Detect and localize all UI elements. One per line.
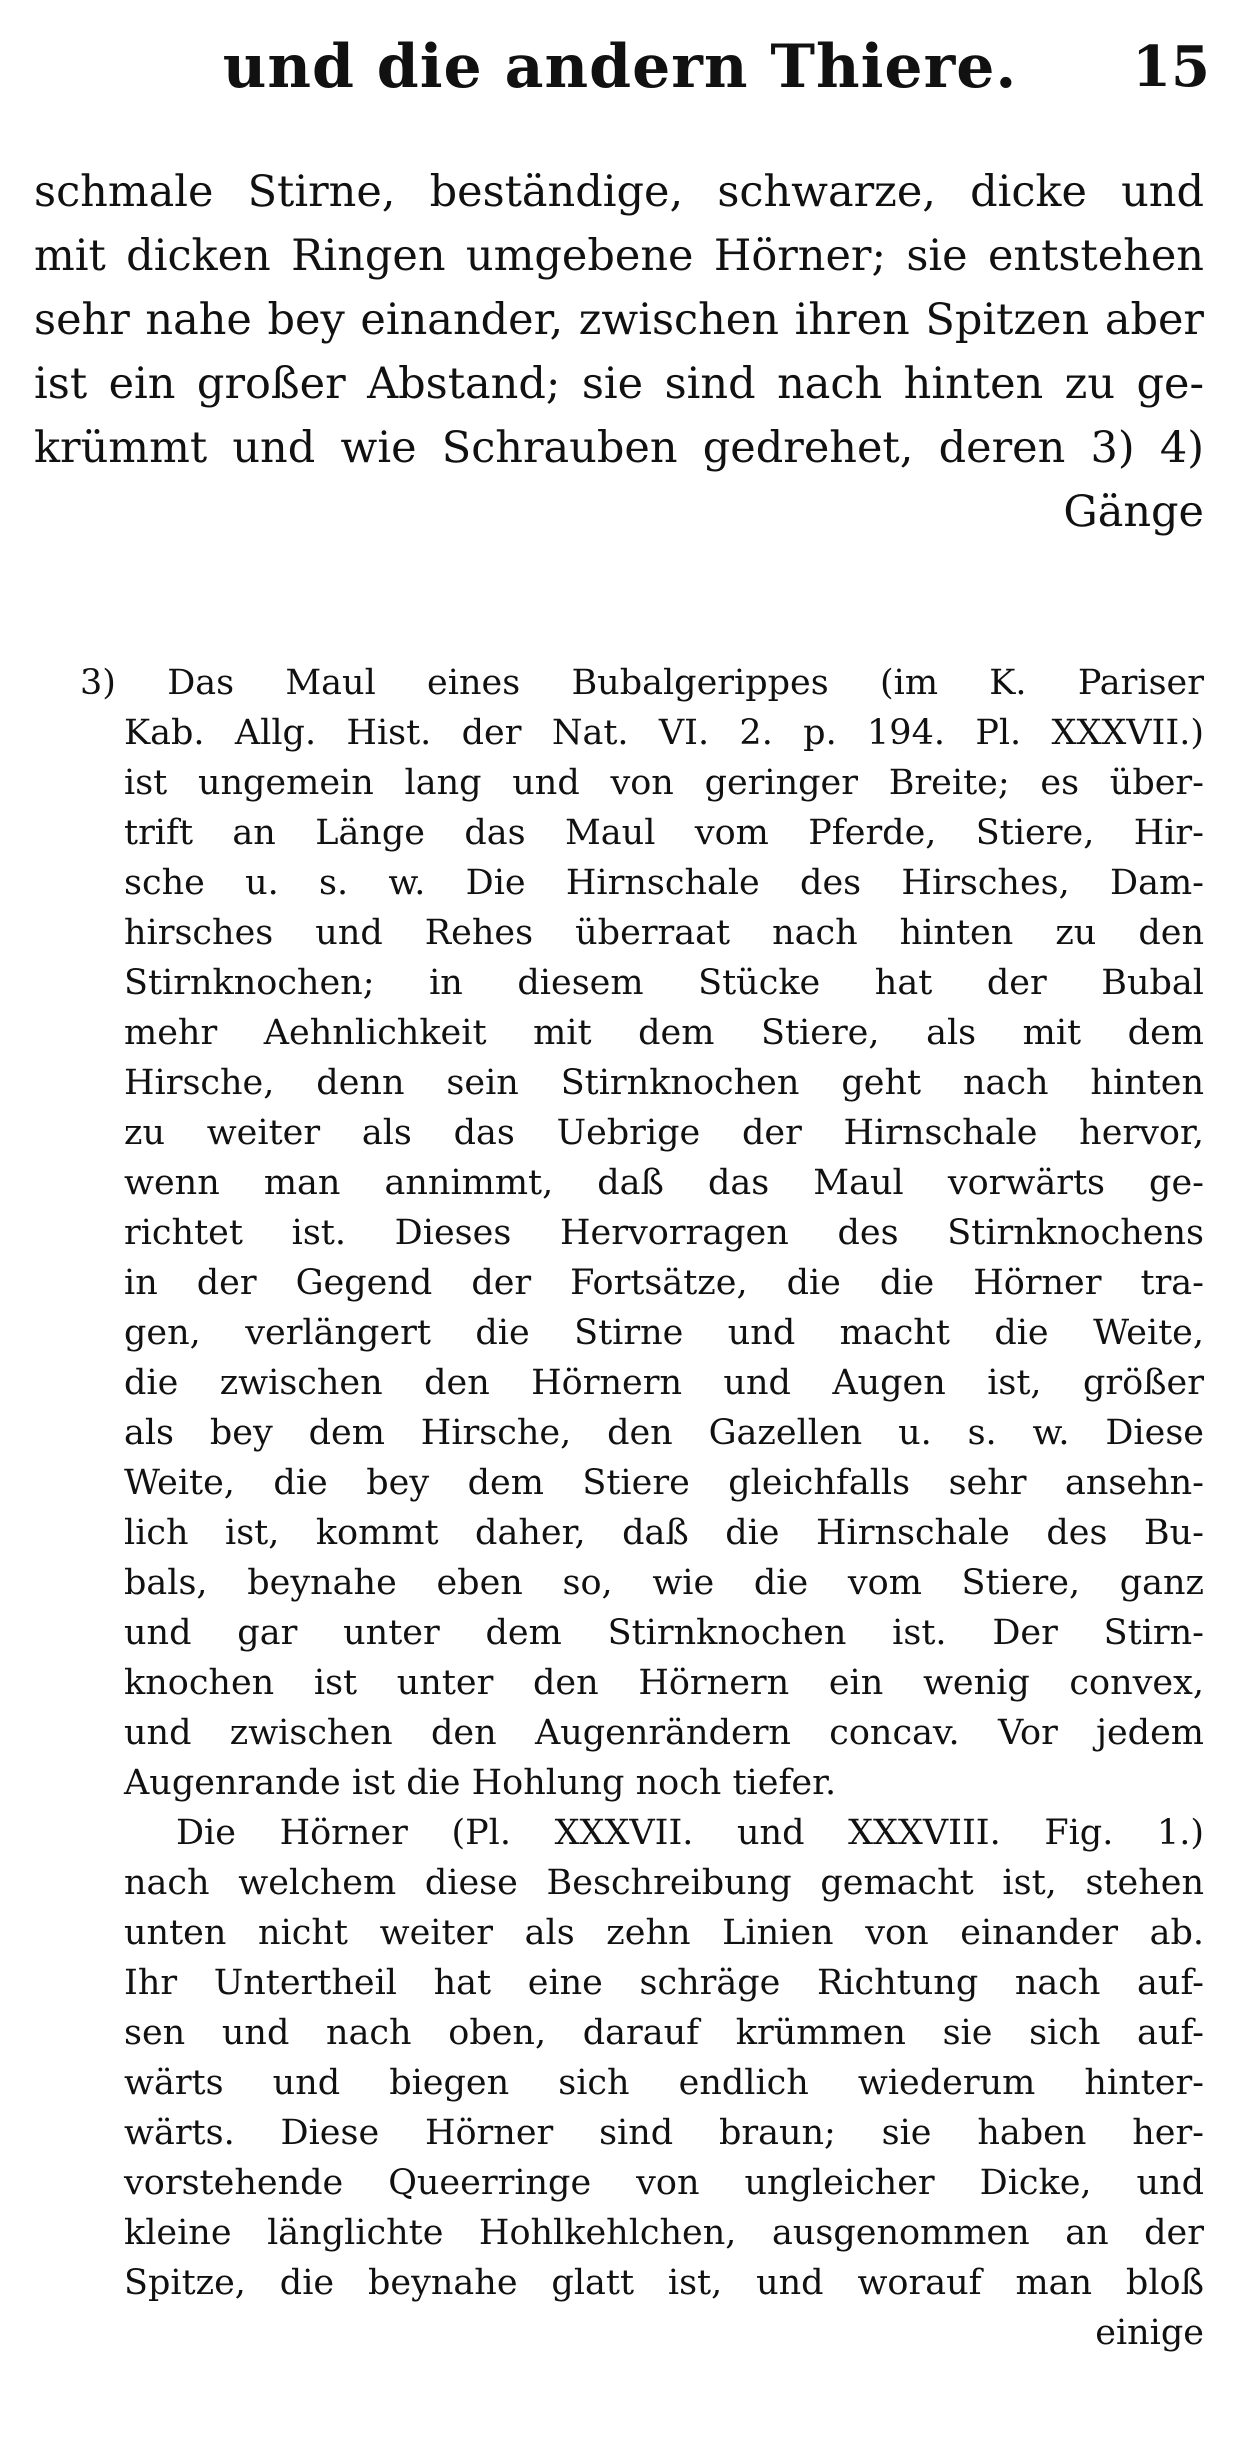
running-title: und die andern Thiere. [222, 32, 1018, 102]
footnote-line: sen und nach oben, darauf krümmen sie sich auf- [124, 2013, 1204, 2053]
footnote-line: unten nicht weiter als zehn Linien von einander ab. [124, 1913, 1204, 1953]
footnote-line: zu weiter als das Uebrige der Hirnschale hervor, [124, 1113, 1204, 1153]
footnote-line: nach welchem diese Beschreibung gemacht ist, stehen [124, 1863, 1204, 1903]
footnote-line: Ihr Untertheil hat eine schräge Richtung nach auf- [124, 1963, 1204, 2003]
footnote-line: hirsches und Rehes überraat nach hinten zu den [124, 913, 1204, 953]
footnote-line: vorstehende Queerringe von ungleicher Dicke, und [124, 2163, 1204, 2203]
footnote-line: bals, beynahe eben so, wie die vom Stiere, ganz [124, 1563, 1204, 1603]
footnote-line: richtet ist. Dieses Hervorragen des Stirnknochens [124, 1213, 1204, 1253]
footnote-line: wärts. Diese Hörner sind braun; sie haben her- [124, 2113, 1204, 2153]
footnote [80, 658, 1204, 2358]
page-number: 15 [1132, 34, 1210, 100]
footnote-line: sche u. s. w. Die Hirnschale des Hirsches, Dam- [124, 863, 1204, 903]
body-line: krümmt und wie Schrauben gedrehet, deren 3) 4) [34, 423, 1204, 473]
catchword: einige [1095, 2313, 1204, 2353]
footnote-line: lich ist, kommt daher, daß die Hirnschale des Bu- [124, 1513, 1204, 1553]
footnote-line: Weite, die bey dem Stiere gleichfalls sehr ansehn- [124, 1463, 1204, 1503]
footnote-line: mehr Aehnlichkeit mit dem Stiere, als mit dem [124, 1013, 1204, 1053]
body-line: sehr nahe bey einander, zwischen ihren Spitzen aber [34, 295, 1204, 345]
footnote-line: in der Gegend der Fortsätze, die die Hörner tra- [124, 1263, 1204, 1303]
body-line: mit dicken Ringen umgebene Hörner; sie entstehen [34, 231, 1204, 281]
footnote-line: gen, verlängert die Stirne und macht die Weite, [124, 1313, 1204, 1353]
footnote-line: 3) Das Maul eines Bubalgerippes (im K. Pariser [80, 663, 1204, 703]
footnote-line: die zwischen den Hörnern und Augen ist, größer [124, 1363, 1204, 1403]
footnote-line: knochen ist unter den Hörnern ein wenig convex, [124, 1663, 1204, 1703]
footnote-line: wenn man annimmt, daß das Maul vorwärts ge- [124, 1163, 1204, 1203]
footnote-line: trift an Länge das Maul vom Pferde, Stiere, Hir- [124, 813, 1204, 853]
footnote-line: Kab. Allg. Hist. der Nat. VI. 2. p. 194. Pl. XXXVII.) [124, 713, 1204, 753]
footnote-line: Spitze, die beynahe glatt ist, und worauf man bloß [124, 2263, 1204, 2303]
footnote-line: ist ungemein lang und von geringer Breite; es über- [124, 763, 1204, 803]
body-line: schmale Stirne, beständige, schwarze, dicke und [34, 167, 1204, 217]
footnote-paragraph-start: Die Hörner (Pl. XXXVII. und XXXVIII. Fig. 1.) [176, 1813, 1204, 1853]
catchword: Gänge [1063, 487, 1204, 537]
body-line: ist ein großer Abstand; sie sind nach hinten zu ge- [34, 359, 1204, 409]
footnote-line: Stirnknochen; in diesem Stücke hat der Bubal [124, 963, 1204, 1003]
footnote-line: als bey dem Hirsche, den Gazellen u. s. w. Diese [124, 1413, 1204, 1453]
footnote-line: und gar unter dem Stirnknochen ist. Der Stirn- [124, 1613, 1204, 1653]
footnote-line: Hirsche, denn sein Stirnknochen geht nach hinten [124, 1063, 1204, 1103]
footnote-line: Augenrande ist die Hohlung noch tiefer. [124, 1763, 837, 1803]
footnote-line: wärts und biegen sich endlich wiederum hinter- [124, 2063, 1204, 2103]
body-text [34, 160, 1204, 544]
footnote-line: kleine länglichte Hohlkehlchen, ausgenommen an der [124, 2213, 1204, 2253]
running-head [30, 22, 1210, 112]
footnote-line: und zwischen den Augenrändern concav. Vor jedem [124, 1713, 1204, 1753]
